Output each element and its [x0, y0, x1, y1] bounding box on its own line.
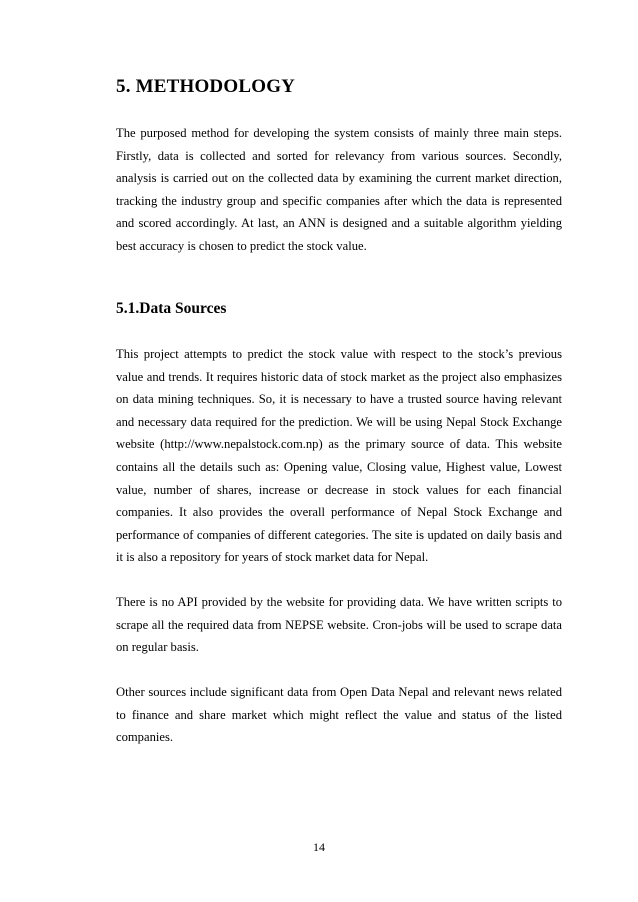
methodology-intro-paragraph: The purposed method for developing the system consists of mainly three main steps. Firstly, data is collected and sorted for relevancy from various sources. Secondly, analysis is carried out on the collected data by examining the current market direction, tracking the industry group and specific companies after which the data is represented and scored accordingly. At last, an ANN is designed and a suitable algorithm yielding best accuracy is chosen to predict the stock value.: [116, 126, 562, 253]
scraping-paragraph: There is no API provided by the website for providing data. We have written scripts to scrape all the required data from NEPSE website. Cron-jobs will be used to scrape data on regular basis.: [116, 595, 562, 655]
other-sources-paragraph: Other sources include significant data from Open Data Nepal and relevant news related to finance and share market which might reflect the value and status of the listed companies.: [116, 685, 562, 745]
page-number: 14: [313, 840, 325, 854]
data-sources-paragraph: This project attempts to predict the stock value with respect to the stock’s previous value and trends. It requires historic data of stock market as the project also emphasizes on data mining techniques. So, it is necessary to have a trusted source having relevant and necessary data required for the prediction. We will be using Nepal Stock Exchange website (http://www.nepalstock.com.np) as the primary source of data. This website contains all the details such as: Opening value, Closing value, Highest value, Lowest value, number of shares, increase or decrease in stock values for each financial companies. It also provides the overall performance of Nepal Stock Exchange and performance of companies of different categories. The site is updated on daily basis and it is also a repository for years of stock market data for Nepal.: [116, 347, 562, 565]
subsection-heading: 5.1.Data Sources: [116, 300, 227, 317]
section-heading: 5. METHODOLOGY: [116, 76, 296, 97]
